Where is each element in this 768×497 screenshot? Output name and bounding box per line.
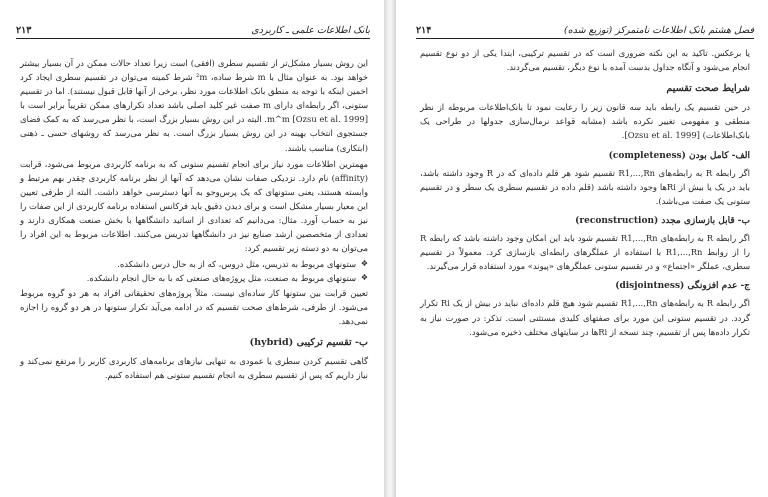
bullet-item: ❖ ستونهای مربوط به تدریس، مثل دروس، که از به حال درس دانشکده. bbox=[20, 257, 368, 271]
running-title: بانک اطلاعات علمی ـ کاربردی bbox=[251, 25, 370, 36]
paragraph: گاهی تقسیم کردن سطری یا عمودی به تنهایی نیازهای برنامه‌های کاربردی کاربر را مرتفع نمی‌کند و نیاز داریم که پس از تقسیم سطری به انجام تقسیم ستونی هم استفاده کنیم. bbox=[20, 355, 368, 380]
paragraph: تعیین قرابت بین ستونها کار ساده‌ای نیست. مثلاً پروژه‌های تحقیقاتی افراد به هر دو گروه مربوط می‌شود. از طرفی، شرط‌های صحت تقسیم که در ادامه می‌آید تکرار ستونها در هر دو گروه را اجازه نمی‌دهد. bbox=[20, 287, 368, 326]
paragraph: مهمترین اطلاعات مورد نیاز برای انجام تقسیم ستونی که به برنامه کاربردی مربوط می‌شود، قرابت (affinity) نام دارد. نزدیکی صفات نشان می‌دهد که آنها از نظر برنامه کاربردی چقدر بهم مرتبط و وابسته هستند، یعنی ستونهای که یک پرس‌وجو به آنها دسترسی خواهد داشت. البته از طرفی تعیین این معیار بسیار مشکل است و برای دیدن دقیق باید فرکانس استفاده برنامه کاربردی از این صفات را نیز به حساب آورد. مثال: می‌دانیم که تعدادی از اساتید دانشگاهها با بخش صنعت همکاری دارند و تعدادی از متخصصین ارشد صنایع نیز در دانشگاهها تدریس می‌کنند. اطلاعات مربوط به این افراد را می‌توان به دو دسته زیر تقسیم کرد: bbox=[20, 158, 368, 254]
left-page-header bbox=[16, 24, 370, 39]
page-number: ۲۱۳ bbox=[16, 25, 32, 36]
left-page-body bbox=[20, 56, 368, 384]
rule-heading: ب- قابل بازسازی مجدد (reconstruction) bbox=[575, 215, 750, 226]
paragraph: یا برعکس. تاکید به این نکته ضروری است که در تقسیم ترکیبی، ابتدا یکی از دو نوع تقسیم انجام می‌شود و آنگاه جداول بدست آمده با نوع دیگر، تقسیم می‌گردند. bbox=[420, 48, 750, 73]
right-page-body bbox=[420, 46, 750, 341]
section-heading: شرایط صحت تقسیم bbox=[666, 83, 750, 95]
right-page-header bbox=[416, 24, 754, 39]
paragraph: اگر رابطه R به رابطه‌های R1,...,Rn تقسیم شود هر قلم داده‌ای که در R وجود داشته باشد، باید در یک یا بیش از Riها وجود داشته باشد (قلم داده در تقسیم سطری یک سطر و در تقسیم ستونی یک صفت می‌باشد). bbox=[420, 167, 750, 206]
book-gutter bbox=[384, 0, 396, 497]
section-heading: ب- تقسیم ترکیبی (hybrid) bbox=[249, 336, 368, 348]
right-page bbox=[396, 0, 768, 497]
rule-heading: ج- عدم افزونگی (disjointness) bbox=[615, 281, 750, 292]
paragraph: اگر رابطه R به رابطه‌های R1,...,Rn تقسیم شود هیچ قلم داده‌ای نباید در بیش از یک Ri تکرار گردد. در تقسیم ستونی این مورد برای صفتهای کلیدی مستثنی است. تذکر: در صورت نیاز به تکرار داده‌ها پس از تقسیم، چند نسخه از Riها در سایتهای مختلف ذخیره می‌شود. bbox=[420, 298, 750, 337]
bullet-item: ❖ ستونهای مربوط به صنعت، مثل پروژه‌های صنعتی که با به حال انجام دانشکده. bbox=[20, 271, 368, 285]
paragraph: این روش بسیار مشکل‌تر از تقسیم سطری (افقی) است زیرا تعداد حالات ممکن در آن بسیار بیشتر خواهد بود. به عنوان مثال با m شرط ساده، ²m شرط کمینه می‌توان در تقسیم سطری ایجاد کرد اخمین اینکه با توجه به منطق بانک اطلاعات مورد نظر، برخی از آنها قابل قبول نیستند). اما در تقسیم ستونی، اگر رابطه‌ای دارای m صفت غیر کلید اصلی باشد تعداد تکرارهای ممکن تقریباً برابر است با m^m [Ozsu et al. 1999]. البته در این روش بسیار بزرگ است، با نظر می‌رسد که به کمک فضای جستجوی انتخاب بهینه در این روش بسیار بزرگ است. به نظر می‌رسد که روشهای حسی ـ ذهنی (ابتکاری) مناسب باشند. bbox=[20, 58, 368, 153]
paragraph: اگر رابطه R به رابطه‌های R1,...,Rn تقسیم شود باید این امکان وجود داشته باشد که رابطه R را از روابط R1,...,Rn با استفاده از عملگرهای رابطه‌ای بازسازی کرد. معمولاً در تقسیم سطری، عملگر «اجتماع» و در تقسیم ستونی عملگرهای «پیوند» مورد استفاده قرار می‌گیرند. bbox=[420, 233, 750, 272]
page-number: ۲۱۴ bbox=[416, 25, 432, 36]
paragraph: در حین تقسیم یک رابطه باید سه قانون زیر را رعایت نمود تا بانک‌اطلاعات مربوطه از نظر منطقی و مفهومی تغییر نکرده باشد (مشابه قواعد نرمال‌سازی جدولها در طراحی یک بانک‌اطلاعات) [Ozsu et al. 1999]. bbox=[420, 102, 750, 141]
rule-heading: الف- کامل بودن (completeness) bbox=[608, 150, 750, 161]
running-title: فصل هشتم بانک اطلاعات نامتمرکز (توزیع شده) bbox=[564, 25, 754, 36]
